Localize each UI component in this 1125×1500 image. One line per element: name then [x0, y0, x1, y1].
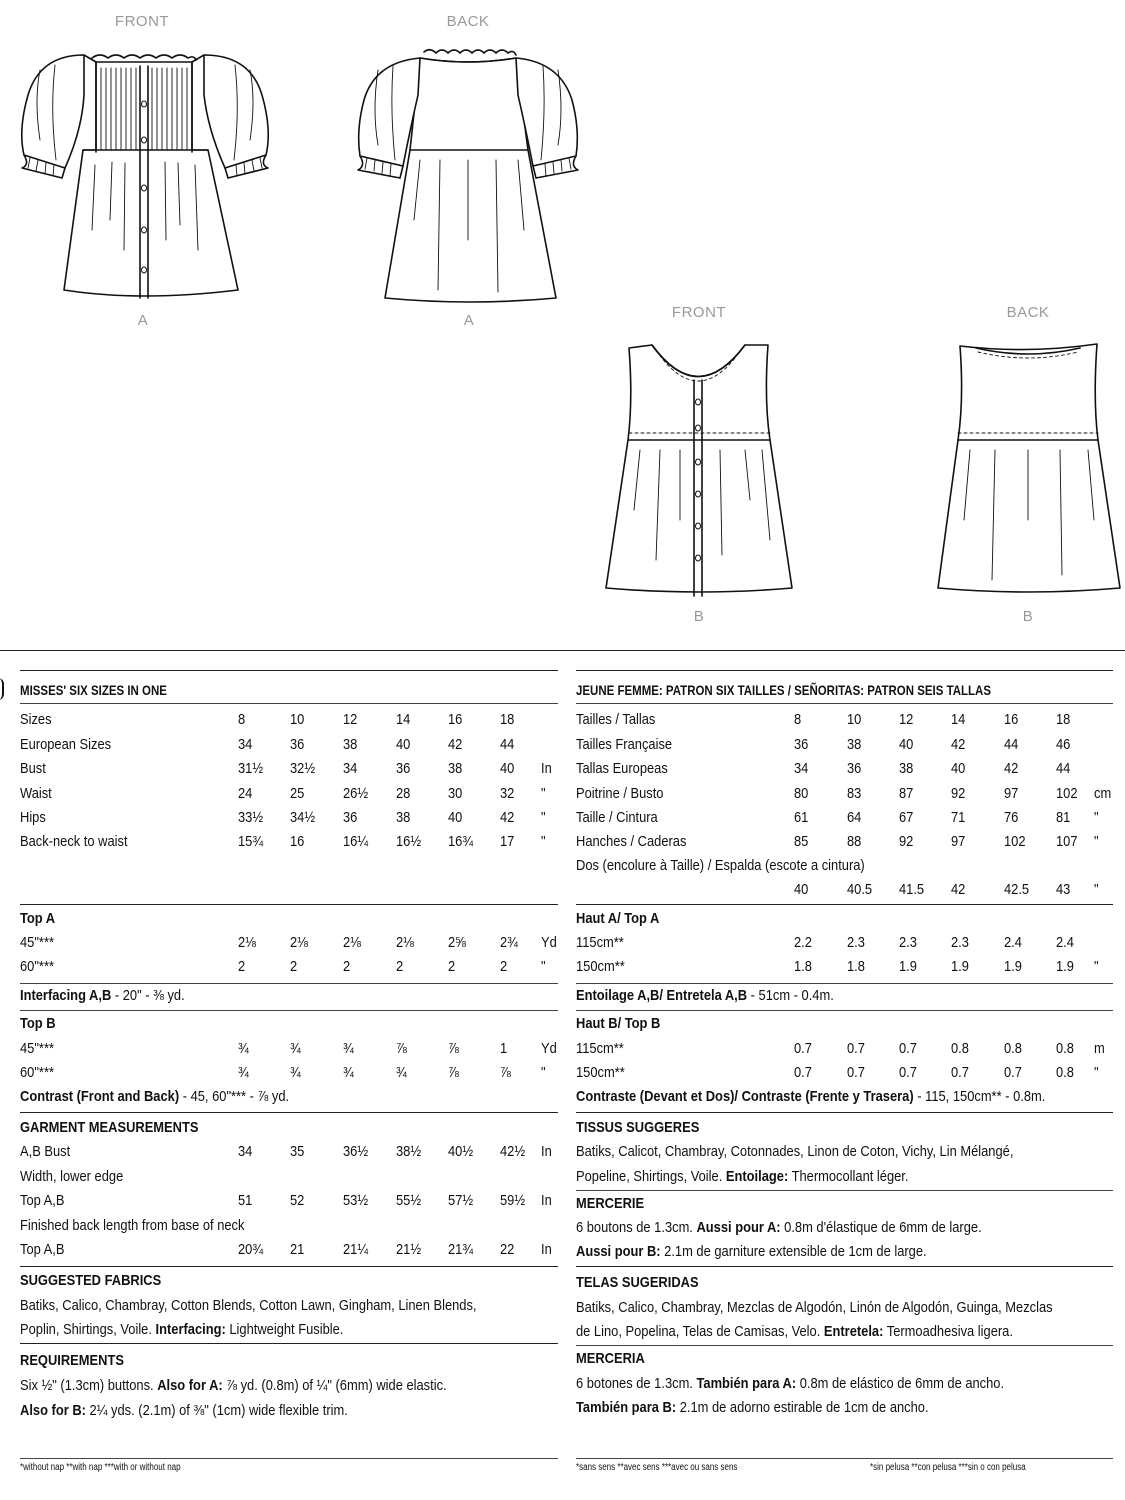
rule — [576, 983, 1113, 984]
fr-size-row-value: 38 — [899, 760, 914, 777]
fr-size-row-value: 46 — [1056, 736, 1071, 753]
fr-size-row-unit: " — [1094, 809, 1099, 826]
haut-a-row-value: 1.8 — [847, 958, 865, 975]
top-b-row-value: ¾ — [396, 1064, 407, 1081]
fr-size-row-label: Poitrine / Busto — [576, 785, 664, 802]
dos-value: 40.5 — [847, 881, 873, 898]
mercerie-line1 — [576, 1219, 982, 1236]
haut-a-row-value: 2.2 — [794, 934, 812, 951]
rule — [576, 1266, 1113, 1267]
size-row-value: 15¾ — [238, 833, 264, 850]
garment-row-label: Width, lower edge — [20, 1168, 124, 1185]
fr-size-row-value: 16 — [1004, 711, 1019, 728]
haut-b-row-value: 0.7 — [847, 1064, 865, 1081]
size-row-value: 31½ — [238, 760, 264, 777]
size-row-value: 16¾ — [448, 833, 474, 850]
top-b-row-value: ⅞ — [500, 1064, 511, 1081]
garment-row-value: 52 — [290, 1192, 305, 1209]
size-row-value: 34½ — [290, 809, 316, 826]
fr-size-row-value: 42 — [951, 736, 966, 753]
haut-b-row-value: 0.7 — [794, 1064, 812, 1081]
top-b-row-value: ¾ — [290, 1064, 301, 1081]
haut-b-row-value: 0.8 — [1004, 1040, 1022, 1057]
fr-size-row-value: 40 — [899, 736, 914, 753]
fr-size-row-value: 67 — [899, 809, 914, 826]
telas-title: TELAS SUGERIDAS — [576, 1274, 699, 1291]
haut-a-row-value: 1.9 — [899, 958, 917, 975]
dos-value: 43 — [1056, 881, 1071, 898]
size-row-unit: In — [541, 760, 552, 777]
merceria-title: MERCERIA — [576, 1350, 645, 1367]
haut-a-row-label: 115cm** — [576, 934, 624, 951]
rule — [20, 670, 558, 671]
fr-size-row-value: 64 — [847, 809, 862, 826]
size-row-value: 16 — [448, 711, 463, 728]
size-row-value: 44 — [500, 736, 515, 753]
garment-row-value: 36½ — [343, 1143, 369, 1160]
top-b-back-illustration — [0, 0, 1125, 600]
fabrics-line2-text: Poplin, Shirtings, Voile. — [20, 1321, 156, 1338]
telas-line2-text: de Lino, Popelina, Telas de Camisas, Velo. — [576, 1323, 824, 1340]
garment-row-value: 51 — [238, 1192, 253, 1209]
top-b-row-label: 60"*** — [20, 1064, 54, 1081]
top-b-row-value: ¾ — [238, 1064, 249, 1081]
fr-size-row-label: Tailles / Tallas — [576, 711, 656, 728]
haut-a-row-value: 2.4 — [1004, 934, 1022, 951]
rule — [20, 904, 558, 905]
merceria-line2-text2: 2.1m de adorno estirable de 1cm de ancho. — [676, 1399, 929, 1416]
size-row-value: 42 — [448, 736, 463, 753]
merceria-line1 — [576, 1375, 1004, 1392]
size-row-unit: " — [541, 809, 546, 826]
garment-row-value: 21½ — [396, 1241, 422, 1258]
fabrics-line2 — [20, 1321, 343, 1338]
size-row-value: 34 — [343, 760, 358, 777]
top-a-title: Top A — [20, 910, 56, 927]
haut-b-row-value: 0.7 — [899, 1064, 917, 1081]
garment-row-label: A,B Bust — [20, 1143, 71, 1160]
french-title: JEUNE FEMME: PATRON SIX TAILLES / SEÑORITAS: PATRON SEIS TALLAS — [576, 682, 991, 698]
rule — [20, 703, 558, 704]
haut-a-row-value: 2.3 — [951, 934, 969, 951]
dos-value: 41.5 — [899, 881, 925, 898]
french-footnote: *sans sens **avec sens ***avec ou sans sens — [576, 1462, 738, 1473]
haut-b-row-label: 150cm** — [576, 1064, 625, 1081]
rule — [20, 1266, 558, 1267]
requirements-line1-text2: ⅞ yd. (0.8m) of ¼" (6mm) wide elastic. — [222, 1377, 447, 1394]
size-row-value: 36 — [396, 760, 411, 777]
view-b-back-letter: B — [1022, 608, 1034, 625]
size-row-value: 33½ — [238, 809, 264, 826]
dos-value: 42 — [951, 881, 966, 898]
size-row-value: 36 — [343, 809, 358, 826]
rule — [20, 1458, 558, 1459]
top-a-row-value: 2 — [290, 958, 298, 975]
telas-line2-bold: Entretela: — [823, 1323, 884, 1340]
tissus-line: Batiks, Calicot, Chambray, Cotonnades, Linon de Coton, Vichy, Lin Mélangé, — [576, 1143, 1014, 1160]
haut-a-row-value: 2.3 — [847, 934, 865, 951]
haut-b-row-unit: " — [1094, 1064, 1099, 1081]
contraste-line — [576, 1088, 1045, 1105]
fr-size-row-value: 97 — [951, 833, 966, 850]
haut-b-row-value: 0.8 — [1056, 1040, 1074, 1057]
entoilage-line-text: - 51cm - 0.4m. — [747, 987, 834, 1004]
haut-a-row-label: 150cm** — [576, 958, 625, 975]
rule — [20, 1112, 558, 1113]
view-a-front-letter: A — [137, 312, 149, 329]
requirements-line1 — [20, 1377, 447, 1394]
tissus-title: TISSUS SUGGERES — [576, 1119, 700, 1136]
fr-size-row-value: 18 — [1056, 711, 1071, 728]
size-row-label: Back-neck to waist — [20, 833, 128, 850]
haut-a-title: Haut A/ Top A — [576, 910, 660, 927]
haut-a-row-value: 1.9 — [1056, 958, 1074, 975]
scissor-mark — [0, 678, 4, 700]
contraste-line-text: - 115, 150cm** - 0.8m. — [913, 1088, 1046, 1105]
telas-line2-text2: Termoadhesiva ligera. — [883, 1323, 1013, 1340]
top-a-row-label: 45"*** — [20, 934, 54, 951]
top-a-row-value: 2⅛ — [343, 934, 361, 951]
rule — [576, 703, 1113, 704]
dos-value: 42.5 — [1004, 881, 1030, 898]
fr-size-row-value: 10 — [847, 711, 862, 728]
size-row-value: 26½ — [343, 785, 369, 802]
size-row-value: 40 — [500, 760, 515, 777]
haut-b-row-value: 0.7 — [794, 1040, 812, 1057]
top-b-row-value: ⅞ — [396, 1040, 407, 1057]
mercerie-line2-bold: Aussi pour B: — [576, 1243, 661, 1260]
fr-size-row-value: 85 — [794, 833, 809, 850]
requirements-line2-bold: Also for B: — [20, 1402, 86, 1419]
requirements-line1-text: Six ½" (1.3cm) buttons. — [20, 1377, 158, 1394]
fr-size-row-value: 14 — [951, 711, 966, 728]
rule — [576, 904, 1113, 905]
haut-b-title: Haut B/ Top B — [576, 1015, 661, 1032]
fr-size-row-value: 81 — [1056, 809, 1071, 826]
size-row-value: 28 — [396, 785, 411, 802]
size-row-value: 17 — [500, 833, 515, 850]
size-row-value: 34 — [238, 736, 253, 753]
fr-size-row-value: 80 — [794, 785, 809, 802]
mercerie-line2-text2: 2.1m de garniture extensible de 1cm de large. — [660, 1243, 927, 1260]
fr-size-row-value: 12 — [899, 711, 914, 728]
top-a-row-value: 2 — [448, 958, 456, 975]
size-row-unit: " — [541, 785, 546, 802]
size-row-label: European Sizes — [20, 736, 112, 753]
dos-label: Dos (encolure à Taille) / Espalda (escote a cintura) — [576, 857, 865, 874]
top-a-row-value: 2⅛ — [396, 934, 414, 951]
size-row-value: 16 — [290, 833, 305, 850]
top-b-row-value: ⅞ — [448, 1040, 459, 1057]
spanish-footnote: *sin pelusa **con pelusa ***sin o con pelusa — [870, 1462, 1026, 1473]
interfacing-line — [20, 987, 185, 1004]
rule — [576, 670, 1113, 671]
top-a-row-value: 2 — [343, 958, 351, 975]
requirements-line1-bold: Also for A: — [157, 1377, 223, 1394]
top-a-row-value: 2⅝ — [448, 934, 466, 951]
fr-size-row-value: 40 — [951, 760, 966, 777]
garment-row-unit: In — [541, 1143, 552, 1160]
merceria-line1-text: 6 botones de 1.3cm. — [576, 1375, 697, 1392]
rule — [576, 1345, 1113, 1346]
dos-unit: " — [1094, 881, 1099, 898]
garment-row-value: 40½ — [448, 1143, 474, 1160]
haut-b-row-value: 0.7 — [1004, 1064, 1022, 1081]
haut-b-row-value: 0.7 — [899, 1040, 917, 1057]
size-row-value: 30 — [448, 785, 463, 802]
haut-b-row-value: 0.7 — [951, 1064, 969, 1081]
rule — [576, 1458, 1113, 1459]
tissus-line2-text: Popeline, Shirtings, Voile. — [576, 1168, 726, 1185]
size-row-value: 38 — [396, 809, 411, 826]
fr-size-row-value: 83 — [847, 785, 862, 802]
fr-size-row-value: 97 — [1004, 785, 1019, 802]
fr-size-row-value: 36 — [794, 736, 809, 753]
rule — [20, 1343, 558, 1344]
garment-row-value: 57½ — [448, 1192, 474, 1209]
contrast-line-bold: Contrast (Front and Back) — [20, 1088, 180, 1105]
garment-row-value: 38½ — [396, 1143, 422, 1160]
size-row-value: 32½ — [290, 760, 316, 777]
size-row-value: 16¼ — [343, 833, 369, 850]
top-b-row-value: 1 — [500, 1040, 508, 1057]
size-row-label: Hips — [20, 809, 46, 826]
size-row-value: 40 — [448, 809, 463, 826]
tissus-line2-bold: Entoilage: — [725, 1168, 789, 1185]
size-row-label: Waist — [20, 785, 52, 802]
haut-a-row-value: 1.9 — [1004, 958, 1022, 975]
rule — [576, 1190, 1113, 1191]
garment-row-unit: In — [541, 1192, 552, 1209]
haut-a-row-unit: " — [1094, 958, 1099, 975]
top-a-row-unit: " — [541, 958, 546, 975]
top-b-row-value: ¾ — [343, 1064, 354, 1081]
haut-b-row-value: 0.8 — [951, 1040, 969, 1057]
view-b-back-label: BACK — [1006, 304, 1050, 321]
fr-size-row-label: Tailles Française — [576, 736, 673, 753]
requirements-line2-text2: 2¼ yds. (2.1m) of ⅜" (1cm) wide flexible trim. — [85, 1402, 348, 1419]
view-b-front-letter: B — [693, 608, 705, 625]
rule — [20, 983, 558, 984]
size-row-value: 8 — [238, 711, 246, 728]
garment-row-label: Top A,B — [20, 1241, 65, 1258]
garment-row-label: Top A,B — [20, 1192, 65, 1209]
fr-size-row-label: Hanches / Caderas — [576, 833, 687, 850]
top-a-row-unit: Yd — [541, 934, 557, 951]
size-row-value: 40 — [396, 736, 411, 753]
english-footnote: *without nap **with nap ***with or without nap — [20, 1462, 181, 1473]
top-b-row-value: ¾ — [238, 1040, 249, 1057]
mercerie-line1-bold: Aussi pour A: — [696, 1219, 781, 1236]
size-row-label: Sizes — [20, 711, 52, 728]
fr-size-row-value: 71 — [951, 809, 966, 826]
size-row-value: 12 — [343, 711, 358, 728]
fr-size-row-value: 102 — [1004, 833, 1026, 850]
merceria-line2 — [576, 1399, 929, 1416]
telas-line2 — [576, 1323, 1013, 1340]
top-a-row-value: 2 — [238, 958, 246, 975]
mercerie-line1-text: 6 boutons de 1.3cm. — [576, 1219, 697, 1236]
fr-size-row-value: 44 — [1004, 736, 1019, 753]
merceria-line1-bold: También para A: — [696, 1375, 797, 1392]
merceria-line1-text2: 0.8m de elástico de 6mm de ancho. — [796, 1375, 1005, 1392]
size-row-value: 10 — [290, 711, 305, 728]
top-b-row-unit: Yd — [541, 1040, 557, 1057]
entoilage-line — [576, 987, 834, 1004]
top-b-row-unit: " — [541, 1064, 546, 1081]
size-row-value: 18 — [500, 711, 515, 728]
fr-size-row-value: 34 — [794, 760, 809, 777]
garment-row-value: 21 — [290, 1241, 305, 1258]
fabrics-line2-text2: Lightweight Fusible. — [225, 1321, 344, 1338]
fr-size-row-value: 38 — [847, 736, 862, 753]
mercerie-title: MERCERIE — [576, 1195, 645, 1212]
top-b-row-label: 45"*** — [20, 1040, 54, 1057]
haut-a-row-value: 1.9 — [951, 958, 969, 975]
entoilage-line-bold: Entoilage A,B/ Entretela A,B — [576, 987, 748, 1004]
mercerie-line2 — [576, 1243, 927, 1260]
rule — [576, 1010, 1113, 1011]
garment-row-value: 21¼ — [343, 1241, 369, 1258]
size-row-value: 38 — [448, 760, 463, 777]
size-row-value: 38 — [343, 736, 358, 753]
garment-row-value: 20¾ — [238, 1241, 264, 1258]
haut-b-row-unit: m — [1094, 1040, 1105, 1057]
garment-row-unit: In — [541, 1241, 552, 1258]
top-b-row-value: ¾ — [290, 1040, 301, 1057]
fr-size-row-unit: " — [1094, 833, 1099, 850]
fr-size-row-label: Tallas Europeas — [576, 760, 668, 777]
tissus-line2 — [576, 1168, 908, 1185]
haut-b-row-label: 115cm** — [576, 1040, 624, 1057]
size-row-value: 16½ — [396, 833, 422, 850]
fabrics-title: SUGGESTED FABRICS — [20, 1272, 162, 1289]
haut-b-row-value: 0.8 — [1056, 1064, 1074, 1081]
top-a-row-label: 60"*** — [20, 958, 54, 975]
mercerie-line1-text2: 0.8m d'élastique de 6mm de large. — [780, 1219, 982, 1236]
size-row-unit: " — [541, 833, 546, 850]
haut-a-row-value: 2.4 — [1056, 934, 1074, 951]
fr-size-row-value: 76 — [1004, 809, 1019, 826]
view-a-front-label: FRONT — [114, 13, 170, 30]
requirements-title: REQUIREMENTS — [20, 1352, 124, 1369]
fr-size-row-value: 42 — [1004, 760, 1019, 777]
size-row-label: Bust — [20, 760, 46, 777]
telas-line: Batiks, Calico, Chambray, Mezclas de Algodón, Linón de Algodón, Guinga, Mezclas — [576, 1299, 1053, 1316]
divider-top — [0, 650, 1125, 651]
garment-row-value: 55½ — [396, 1192, 422, 1209]
top-b-row-value: ¾ — [343, 1040, 354, 1057]
interfacing-line-text: - 20" - ⅜ yd. — [111, 987, 185, 1004]
fr-size-row-value: 87 — [899, 785, 914, 802]
garment-row-value: 35 — [290, 1143, 305, 1160]
size-row-value: 32 — [500, 785, 515, 802]
fr-size-row-value: 92 — [899, 833, 914, 850]
top-a-row-value: 2¾ — [500, 934, 518, 951]
top-b-title: Top B — [20, 1015, 56, 1032]
size-row-value: 14 — [396, 711, 411, 728]
top-a-row-value: 2⅛ — [238, 934, 256, 951]
tissus-line2-text2: Thermocollant léger. — [788, 1168, 909, 1185]
contrast-line-text: - 45, 60"*** - ⅞ yd. — [179, 1088, 290, 1105]
top-b-row-value: ⅞ — [448, 1064, 459, 1081]
view-a-back-label: BACK — [446, 13, 490, 30]
contraste-line-bold: Contraste (Devant et Dos)/ Contraste (Frente y Trasera) — [576, 1088, 914, 1105]
fr-size-row-value: 8 — [794, 711, 802, 728]
haut-b-row-value: 0.7 — [847, 1040, 865, 1057]
top-a-row-value: 2⅛ — [290, 934, 308, 951]
view-b-front-label: FRONT — [671, 304, 727, 321]
contrast-line — [20, 1088, 289, 1105]
interfacing-line-bold: Interfacing A,B — [20, 987, 112, 1004]
merceria-line2-bold: También para B: — [576, 1399, 677, 1416]
fabrics-line2-bold: Interfacing: — [155, 1321, 226, 1338]
fr-size-row-value: 61 — [794, 809, 809, 826]
fr-size-row-unit: cm — [1094, 785, 1112, 802]
garment-row-label: Finished back length from base of neck — [20, 1217, 245, 1234]
fabrics-line: Batiks, Calico, Chambray, Cotton Blends, Cotton Lawn, Gingham, Linen Blends, — [20, 1297, 477, 1314]
view-a-back-letter: A — [463, 312, 475, 329]
garment-row-value: 53½ — [343, 1192, 369, 1209]
fr-size-row-value: 102 — [1056, 785, 1078, 802]
size-row-value: 24 — [238, 785, 253, 802]
english-title: MISSES' SIX SIZES IN ONE — [20, 682, 167, 698]
fr-size-row-value: 44 — [1056, 760, 1071, 777]
haut-a-row-value: 2.3 — [899, 934, 917, 951]
fr-size-row-value: 107 — [1056, 833, 1078, 850]
rule — [20, 1010, 558, 1011]
top-a-row-value: 2 — [396, 958, 404, 975]
haut-a-row-value: 1.8 — [794, 958, 812, 975]
garment-title: GARMENT MEASUREMENTS — [20, 1119, 199, 1136]
requirements-line2 — [20, 1402, 348, 1419]
top-a-row-value: 2 — [500, 958, 508, 975]
garment-row-value: 22 — [500, 1241, 515, 1258]
fr-size-row-value: 88 — [847, 833, 862, 850]
garment-row-value: 59½ — [500, 1192, 526, 1209]
fr-size-row-value: 36 — [847, 760, 862, 777]
garment-row-value: 42½ — [500, 1143, 526, 1160]
garment-row-value: 34 — [238, 1143, 253, 1160]
fr-size-row-label: Taille / Cintura — [576, 809, 658, 826]
dos-value: 40 — [794, 881, 809, 898]
size-row-value: 36 — [290, 736, 305, 753]
garment-row-value: 21¾ — [448, 1241, 474, 1258]
rule — [576, 1112, 1113, 1113]
size-row-value: 25 — [290, 785, 305, 802]
size-row-value: 42 — [500, 809, 515, 826]
fr-size-row-value: 92 — [951, 785, 966, 802]
